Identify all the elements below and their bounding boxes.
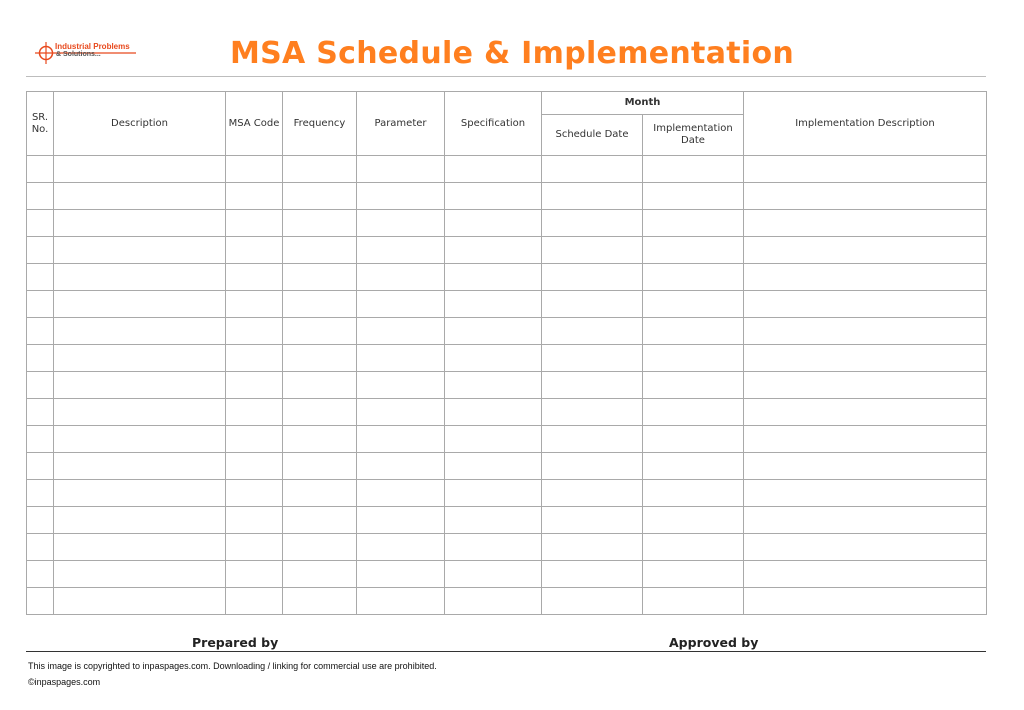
- prepared-by-label: Prepared by: [192, 635, 279, 650]
- table-cell[interactable]: [542, 237, 643, 264]
- table-cell[interactable]: [643, 210, 744, 237]
- header-description: Description: [54, 92, 226, 156]
- table-row: [27, 426, 987, 453]
- table-cell[interactable]: [357, 453, 445, 480]
- table-cell[interactable]: [357, 507, 445, 534]
- table-cell[interactable]: [542, 345, 643, 372]
- table-cell[interactable]: [357, 210, 445, 237]
- table-cell[interactable]: [226, 480, 283, 507]
- header-specification: Specification: [445, 92, 542, 156]
- table-cell[interactable]: [27, 480, 54, 507]
- table-cell[interactable]: [542, 264, 643, 291]
- header-msa-code: MSA Code: [226, 92, 283, 156]
- table-cell[interactable]: [643, 318, 744, 345]
- table-cell[interactable]: [445, 291, 542, 318]
- table-cell[interactable]: [643, 588, 744, 615]
- table-cell[interactable]: [54, 588, 226, 615]
- table-cell[interactable]: [27, 318, 54, 345]
- table-cell[interactable]: [27, 561, 54, 588]
- table-row: [27, 399, 987, 426]
- table-cell[interactable]: [643, 426, 744, 453]
- table-cell[interactable]: [54, 264, 226, 291]
- table-cell[interactable]: [643, 480, 744, 507]
- table-cell[interactable]: [54, 237, 226, 264]
- table-cell[interactable]: [542, 210, 643, 237]
- table-cell[interactable]: [357, 426, 445, 453]
- table-cell[interactable]: [226, 426, 283, 453]
- table-cell[interactable]: [54, 156, 226, 183]
- table-row: [27, 453, 987, 480]
- table-cell[interactable]: [27, 588, 54, 615]
- table-cell[interactable]: [357, 156, 445, 183]
- table-cell[interactable]: [643, 291, 744, 318]
- table-cell[interactable]: [27, 237, 54, 264]
- table-cell[interactable]: [542, 588, 643, 615]
- header-implementation-description: Implementation Description: [744, 92, 987, 156]
- table-cell[interactable]: [643, 156, 744, 183]
- table-body: [27, 156, 987, 615]
- table-cell[interactable]: [54, 534, 226, 561]
- table-cell[interactable]: [542, 453, 643, 480]
- table-cell[interactable]: [54, 426, 226, 453]
- table-cell[interactable]: [54, 210, 226, 237]
- table-cell[interactable]: [542, 507, 643, 534]
- table-cell[interactable]: [226, 453, 283, 480]
- table-cell[interactable]: [744, 318, 987, 345]
- table-cell[interactable]: [643, 534, 744, 561]
- logo-line2: & Solutions...: [56, 51, 101, 58]
- table-cell[interactable]: [54, 291, 226, 318]
- table-cell[interactable]: [283, 507, 357, 534]
- title-divider: [26, 76, 986, 77]
- table-cell[interactable]: [283, 318, 357, 345]
- table-cell[interactable]: [226, 183, 283, 210]
- table-cell[interactable]: [226, 399, 283, 426]
- logo-line1: Industrial Problems: [55, 42, 130, 51]
- table-cell[interactable]: [744, 588, 987, 615]
- table-cell[interactable]: [542, 156, 643, 183]
- table-cell[interactable]: [643, 507, 744, 534]
- table-row: [27, 183, 987, 210]
- table-cell[interactable]: [357, 561, 445, 588]
- table-cell[interactable]: [226, 264, 283, 291]
- table-cell[interactable]: [27, 372, 54, 399]
- table-cell[interactable]: [445, 507, 542, 534]
- table-cell[interactable]: [357, 480, 445, 507]
- msa-schedule-table: [26, 91, 987, 615]
- table-cell[interactable]: [54, 399, 226, 426]
- copyright-site: ©inpaspages.com: [28, 677, 101, 687]
- table-cell[interactable]: [744, 264, 987, 291]
- table-cell[interactable]: [643, 237, 744, 264]
- table-cell[interactable]: [542, 318, 643, 345]
- table-row: [27, 372, 987, 399]
- table-cell[interactable]: [445, 534, 542, 561]
- table-cell[interactable]: [54, 561, 226, 588]
- table-cell[interactable]: [445, 372, 542, 399]
- table-cell[interactable]: [226, 345, 283, 372]
- table-cell[interactable]: [445, 561, 542, 588]
- table-cell[interactable]: [54, 480, 226, 507]
- table-cell[interactable]: [27, 156, 54, 183]
- table-cell[interactable]: [226, 210, 283, 237]
- table-cell[interactable]: [283, 453, 357, 480]
- table-cell[interactable]: [357, 291, 445, 318]
- table-cell[interactable]: [226, 156, 283, 183]
- table-cell[interactable]: [445, 426, 542, 453]
- table-row: [27, 318, 987, 345]
- table-cell[interactable]: [744, 534, 987, 561]
- approved-by-label: Approved by: [669, 635, 759, 650]
- table-cell[interactable]: [283, 345, 357, 372]
- table-cell[interactable]: [27, 210, 54, 237]
- table-cell[interactable]: [27, 264, 54, 291]
- table-cell[interactable]: [283, 237, 357, 264]
- table-cell[interactable]: [445, 318, 542, 345]
- table-row: [27, 345, 987, 372]
- table-cell[interactable]: [542, 183, 643, 210]
- table-cell[interactable]: [744, 237, 987, 264]
- table-cell[interactable]: [445, 183, 542, 210]
- table-cell[interactable]: [643, 399, 744, 426]
- table-cell[interactable]: [283, 372, 357, 399]
- table-cell[interactable]: [744, 210, 987, 237]
- table-cell[interactable]: [744, 372, 987, 399]
- table-cell[interactable]: [226, 372, 283, 399]
- table-cell[interactable]: [27, 426, 54, 453]
- table-cell[interactable]: [226, 507, 283, 534]
- table-cell[interactable]: [643, 561, 744, 588]
- table-cell[interactable]: [744, 345, 987, 372]
- table-cell[interactable]: [54, 345, 226, 372]
- table-cell[interactable]: [54, 507, 226, 534]
- table-cell[interactable]: [27, 183, 54, 210]
- table-cell[interactable]: [643, 264, 744, 291]
- table-cell[interactable]: [27, 507, 54, 534]
- table-cell[interactable]: [445, 210, 542, 237]
- table-cell[interactable]: [283, 156, 357, 183]
- table-cell[interactable]: [643, 372, 744, 399]
- table-cell[interactable]: [542, 561, 643, 588]
- table-cell[interactable]: [283, 588, 357, 615]
- table-cell[interactable]: [445, 588, 542, 615]
- header-month: Month: [542, 92, 744, 115]
- table-cell[interactable]: [744, 453, 987, 480]
- table-cell[interactable]: [357, 237, 445, 264]
- table-cell[interactable]: [226, 561, 283, 588]
- table-cell[interactable]: [226, 237, 283, 264]
- table-cell[interactable]: [27, 453, 54, 480]
- table-cell[interactable]: [283, 210, 357, 237]
- table-row: [27, 588, 987, 615]
- table-cell[interactable]: [283, 480, 357, 507]
- table-cell[interactable]: [357, 318, 445, 345]
- header-parameter: Parameter: [357, 92, 445, 156]
- table-cell[interactable]: [226, 588, 283, 615]
- table-row: [27, 561, 987, 588]
- table-cell[interactable]: [283, 291, 357, 318]
- table-row: [27, 237, 987, 264]
- table-cell[interactable]: [283, 534, 357, 561]
- table-cell[interactable]: [542, 480, 643, 507]
- table-cell[interactable]: [744, 183, 987, 210]
- table-cell[interactable]: [744, 561, 987, 588]
- table-cell[interactable]: [357, 588, 445, 615]
- table-cell[interactable]: [542, 534, 643, 561]
- table-row: [27, 291, 987, 318]
- table-cell[interactable]: [27, 291, 54, 318]
- page-title: MSA Schedule & Implementation: [229, 36, 795, 71]
- table-cell[interactable]: [744, 156, 987, 183]
- table-cell[interactable]: [445, 399, 542, 426]
- table-cell[interactable]: [542, 291, 643, 318]
- table-cell[interactable]: [744, 399, 987, 426]
- table-cell[interactable]: [357, 264, 445, 291]
- table-cell[interactable]: [357, 372, 445, 399]
- table-cell[interactable]: [542, 426, 643, 453]
- table-cell[interactable]: [744, 426, 987, 453]
- table-cell[interactable]: [226, 318, 283, 345]
- table-cell[interactable]: [445, 453, 542, 480]
- table-row: [27, 210, 987, 237]
- table-row: [27, 480, 987, 507]
- header-sr-no: SR. No.: [27, 92, 54, 156]
- table-row: [27, 507, 987, 534]
- copyright-notice: This image is copyrighted to inpaspages.com. Downloading / linking for commercial use are prohibited.: [28, 661, 437, 671]
- header-implementation-date: Implementation Date: [643, 115, 744, 156]
- table-cell[interactable]: [283, 561, 357, 588]
- table-cell[interactable]: [283, 264, 357, 291]
- table-cell[interactable]: [542, 399, 643, 426]
- table-cell[interactable]: [445, 480, 542, 507]
- table-cell[interactable]: [643, 453, 744, 480]
- table-cell[interactable]: [226, 291, 283, 318]
- footer-divider: [26, 651, 986, 652]
- table-row: [27, 534, 987, 561]
- table-cell[interactable]: [357, 534, 445, 561]
- table-cell[interactable]: [226, 534, 283, 561]
- table-cell[interactable]: [744, 507, 987, 534]
- table-cell[interactable]: [54, 372, 226, 399]
- table-cell[interactable]: [357, 345, 445, 372]
- table-cell[interactable]: [357, 183, 445, 210]
- table-row: [27, 156, 987, 183]
- header-schedule-date: Schedule Date: [542, 115, 643, 156]
- table-cell[interactable]: [54, 453, 226, 480]
- table-cell[interactable]: [445, 237, 542, 264]
- table-cell[interactable]: [283, 183, 357, 210]
- table-cell[interactable]: [542, 372, 643, 399]
- table-cell[interactable]: [744, 480, 987, 507]
- table-cell[interactable]: [54, 318, 226, 345]
- table-cell[interactable]: [283, 399, 357, 426]
- table-cell[interactable]: [744, 291, 987, 318]
- table-row: [27, 264, 987, 291]
- table-cell[interactable]: [283, 426, 357, 453]
- table-cell[interactable]: [445, 264, 542, 291]
- table-cell[interactable]: [643, 345, 744, 372]
- header-frequency: Frequency: [283, 92, 357, 156]
- table-cell[interactable]: [54, 183, 226, 210]
- table-cell[interactable]: [27, 345, 54, 372]
- table-cell[interactable]: [445, 156, 542, 183]
- table-cell[interactable]: [27, 399, 54, 426]
- table-cell[interactable]: [643, 183, 744, 210]
- table-cell[interactable]: [357, 399, 445, 426]
- table-cell[interactable]: [445, 345, 542, 372]
- table-cell[interactable]: [27, 534, 54, 561]
